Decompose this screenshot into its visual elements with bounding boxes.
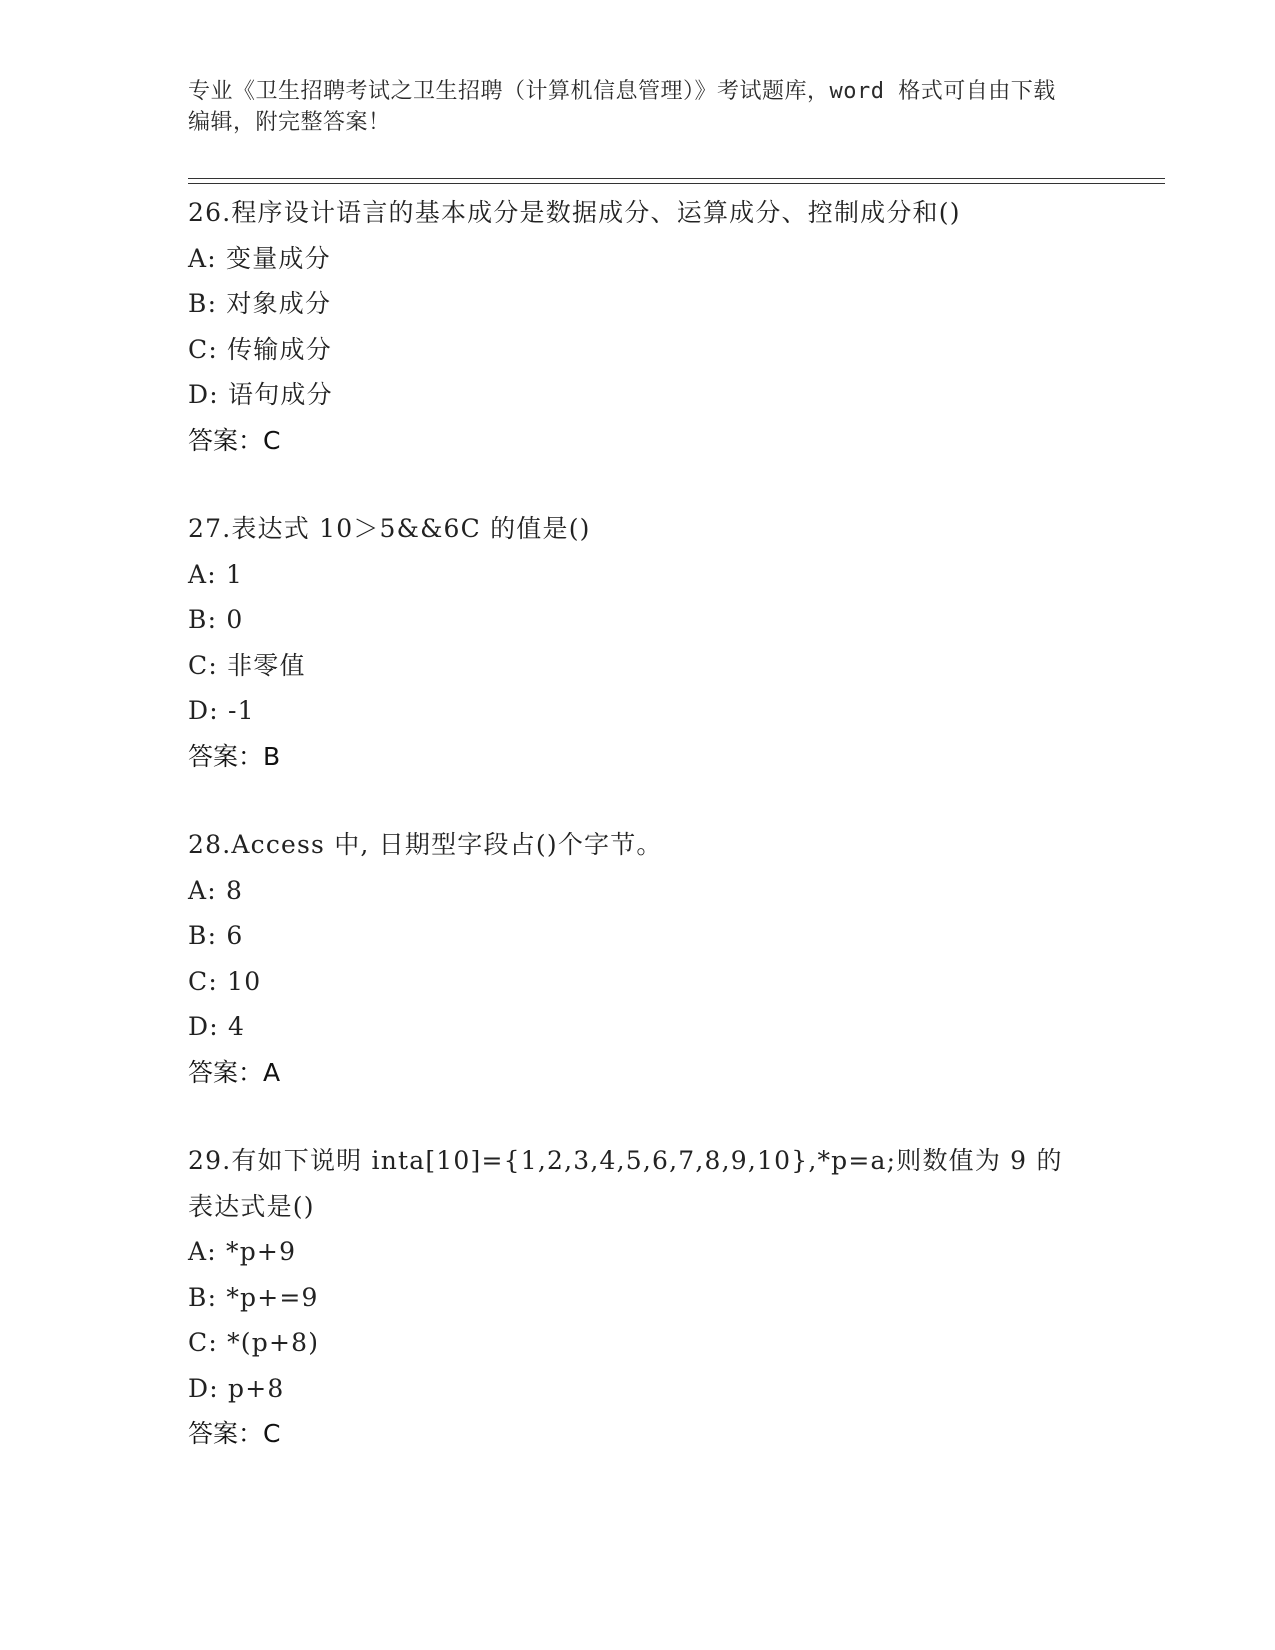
answer-line: 答案：C: [188, 1419, 281, 1448]
question-27: [188, 506, 1088, 779]
option-b: B: *p+=9: [188, 1282, 319, 1312]
option-d: D: 4: [188, 1012, 246, 1041]
option-b: B: 0: [188, 605, 244, 634]
option-c: C: 10: [188, 966, 262, 996]
document-header: 专业《卫生招聘考试之卫生招聘（计算机信息管理）》考试题库，word 格式可自由下载编辑，附完整答案！: [188, 79, 1056, 135]
option-c: C: 非零值: [188, 650, 306, 680]
option-c: C: *(p+8): [188, 1328, 320, 1357]
option-d: D: -1: [188, 696, 255, 725]
answer-line: 答案：C: [188, 425, 281, 455]
option-a: A: *p+9: [188, 1237, 297, 1266]
question-text: 26.程序设计语言的基本成分是数据成分、运算成分、控制成分和(): [188, 198, 961, 227]
question-26: [188, 190, 1088, 463]
option-b: B: 6: [188, 921, 244, 950]
header-divider: [188, 178, 1165, 184]
option-a: A: 8: [188, 875, 244, 905]
answer-line: 答案：A: [188, 1057, 281, 1087]
question-list: [188, 190, 1088, 1500]
question-text: 29.有如下说明 inta[10]={1,2,3,4,5,6,7,8,9,10},*p=a;则数值为 9 的表达式是(): [188, 1146, 1063, 1221]
option-d: D: 语句成分: [188, 380, 333, 409]
question-28: [188, 822, 1088, 1095]
option-c: C: 传输成分: [188, 334, 332, 364]
option-a: A: 变量成分: [188, 243, 331, 273]
option-a: A: 1: [188, 559, 244, 589]
question-text: 28.Access 中, 日期型字段占()个字节。: [188, 830, 663, 859]
question-text: 27.表达式 10＞5&&6C 的值是(): [188, 514, 591, 543]
option-d: D: p+8: [188, 1373, 285, 1403]
option-b: B: 对象成分: [188, 289, 332, 318]
question-29: [188, 1138, 1088, 1457]
answer-line: 答案：B: [188, 741, 281, 771]
